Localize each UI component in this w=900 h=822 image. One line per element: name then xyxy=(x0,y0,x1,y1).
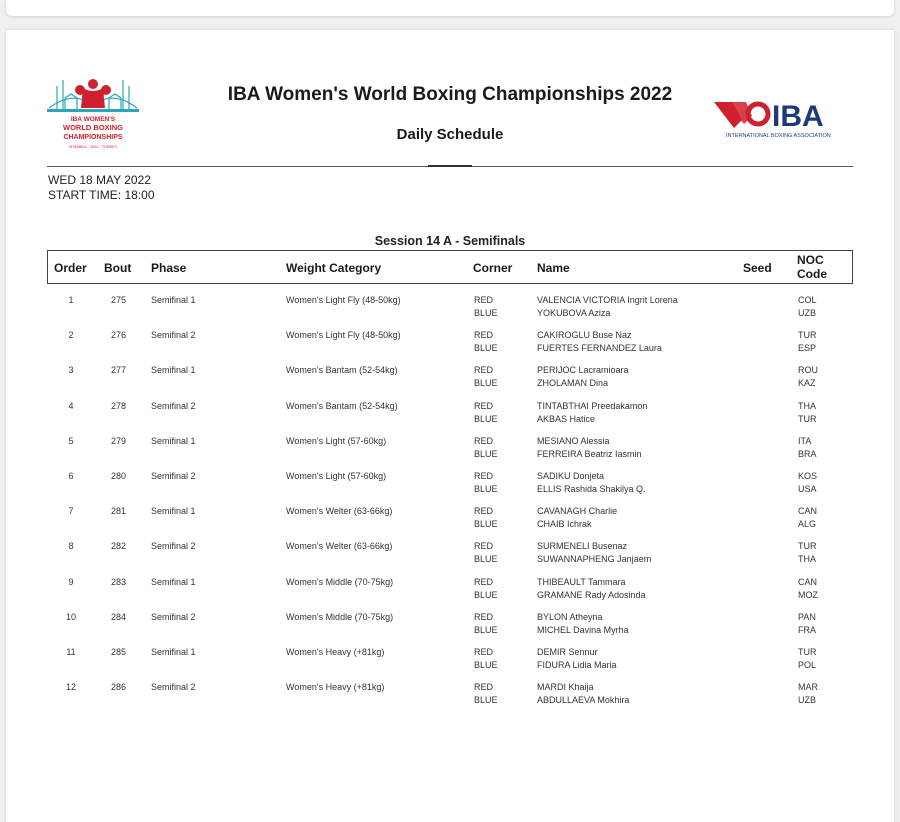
cell-blue: BLUE xyxy=(474,590,498,600)
cell-blue: BLUE xyxy=(474,343,498,353)
cell-order: 3 xyxy=(68,365,74,375)
cell-blue: BLUE xyxy=(474,554,498,564)
cell-weight: Women's Middle (70-75kg) xyxy=(286,612,394,622)
cell-bout: 284 xyxy=(111,612,127,622)
cell-order: 4 xyxy=(68,401,74,411)
cell-order: 12 xyxy=(65,682,76,692)
cell-phase: Semifinal 2 xyxy=(151,612,196,622)
cell-blue: BLUE xyxy=(474,308,498,318)
cell-red-noc: ROU xyxy=(798,365,818,375)
page-subtitle: Daily Schedule xyxy=(396,126,504,143)
cell-blue-name: YOKUBOVA Aziza xyxy=(537,308,611,318)
cell-blue: BLUE xyxy=(474,414,498,424)
cell-phase: Semifinal 1 xyxy=(151,506,196,516)
cell-red-name: CAKIROGLU Buse Naz xyxy=(537,330,632,340)
cell-blue-name: GRAMANE Rady Adosinda xyxy=(537,590,646,600)
session-title: Session 14 A - Semifinals xyxy=(374,234,526,248)
cell-weight: Women's Heavy (+81kg) xyxy=(286,647,385,657)
col-seed: Seed xyxy=(743,261,772,275)
cell-red-name: VALENCIA VICTORIA Ingrit Lorena xyxy=(537,295,678,305)
cell-blue-name: MICHEL Davina Myrha xyxy=(537,625,629,635)
cell-phase: Semifinal 1 xyxy=(151,577,196,587)
cell-red-noc: TUR xyxy=(798,330,817,340)
col-weight: Weight Category xyxy=(286,261,382,275)
cell-red: RED xyxy=(474,577,494,587)
cell-weight: Women's Middle (70-75kg) xyxy=(286,577,394,587)
cell-phase: Semifinal 2 xyxy=(151,682,196,692)
cell-order: 2 xyxy=(68,330,74,340)
cell-phase: Semifinal 2 xyxy=(151,471,196,481)
cell-red-name: MESIANO Alessia xyxy=(537,436,610,446)
cell-red-name: TINTABTHAI Preedakamon xyxy=(537,401,648,411)
col-noc-line2: Code xyxy=(797,267,827,281)
cell-blue-noc: ESP xyxy=(798,343,817,353)
cell-blue-name: ZHOLAMAN Dina xyxy=(537,378,609,388)
cell-weight: Women's Welter (63-66kg) xyxy=(286,506,393,516)
cell-red: RED xyxy=(474,682,494,692)
cell-red-name: BYLON Atheyna xyxy=(537,612,603,622)
cell-order: 5 xyxy=(68,436,74,446)
logo-line1: IBA WOMEN'S xyxy=(70,116,116,123)
page-title: IBA Women's World Boxing Championships 2022 xyxy=(227,84,673,105)
col-phase: Phase xyxy=(151,261,187,275)
cell-bout: 276 xyxy=(111,330,127,340)
cell-phase: Semifinal 1 xyxy=(151,436,196,446)
cell-order: 11 xyxy=(66,647,76,657)
cell-blue-name: ABDULLAEVA Mokhira xyxy=(537,695,630,705)
cell-red: RED xyxy=(474,330,494,340)
col-corner: Corner xyxy=(473,261,513,275)
cell-red-name: THIBEAULT Tammara xyxy=(537,577,626,587)
cell-red: RED xyxy=(474,647,494,657)
cell-red-name: DEMIR Sennur xyxy=(537,647,598,657)
cell-red-name: PERIJOC Lacramioara xyxy=(537,365,629,375)
cell-red-noc: TUR xyxy=(798,541,817,551)
cell-red: RED xyxy=(474,295,494,305)
cell-order: 1 xyxy=(68,295,74,305)
cell-bout: 281 xyxy=(111,506,127,516)
cell-blue: BLUE xyxy=(474,484,498,494)
cell-phase: Semifinal 1 xyxy=(151,295,196,305)
cell-red: RED xyxy=(474,506,494,516)
cell-red-noc: PAN xyxy=(798,612,816,622)
cell-blue-noc: FRA xyxy=(798,625,816,635)
logo-line4: ISTANBUL · 2022 · TURKEY xyxy=(68,145,118,149)
cell-blue: BLUE xyxy=(474,625,498,635)
date-line: WED 18 MAY 2022 xyxy=(48,173,151,187)
cell-blue: BLUE xyxy=(474,378,498,388)
cell-blue-noc: MOZ xyxy=(798,590,818,600)
cell-blue-noc: BRA xyxy=(798,449,817,459)
cell-blue-noc: KAZ xyxy=(798,378,816,388)
cell-red: RED xyxy=(474,401,494,411)
col-bout: Bout xyxy=(104,261,132,275)
cell-weight: Women's Bantam (52-54kg) xyxy=(286,365,398,375)
cell-weight: Women's Welter (63-66kg) xyxy=(286,541,393,551)
cell-phase: Semifinal 2 xyxy=(151,401,196,411)
cell-bout: 277 xyxy=(111,365,127,375)
cell-red-name: MARDI Khaija xyxy=(537,682,594,692)
cell-phase: Semifinal 1 xyxy=(151,647,196,657)
cell-bout: 275 xyxy=(111,295,127,305)
cell-red-noc: ITA xyxy=(798,436,812,446)
cell-red-name: CAVANAGH Charlie xyxy=(537,506,618,516)
start-time: START TIME: 18:00 xyxy=(48,188,155,202)
cell-red-noc: MAR xyxy=(798,682,818,692)
cell-order: 8 xyxy=(68,541,74,551)
cell-red-name: SADIKU Donjeta xyxy=(537,471,605,481)
col-order: Order xyxy=(54,261,87,275)
cell-blue-name: FIDURA Lidia Maria xyxy=(537,660,617,670)
cell-red: RED xyxy=(474,365,494,375)
cell-weight: Women's Bantam (52-54kg) xyxy=(286,401,398,411)
cell-blue: BLUE xyxy=(474,695,498,705)
cell-blue-noc: THA xyxy=(798,554,816,564)
cell-blue-noc: UZB xyxy=(798,695,816,705)
cell-weight: Women's Light (57-60kg) xyxy=(286,471,387,481)
cell-blue-name: AKBAS Hatice xyxy=(537,414,596,424)
cell-blue: BLUE xyxy=(474,519,498,529)
cell-weight: Women's Light Fly (48-50kg) xyxy=(286,330,401,340)
cell-blue-noc: TUR xyxy=(798,414,817,424)
cell-red-noc: TUR xyxy=(798,647,817,657)
cell-red: RED xyxy=(474,612,494,622)
cell-blue: BLUE xyxy=(474,660,498,670)
cell-red: RED xyxy=(474,436,494,446)
cell-blue-noc: USA xyxy=(798,484,817,494)
cell-order: 10 xyxy=(65,612,76,622)
logo-line2: WORLD BOXING xyxy=(63,123,123,132)
cell-bout: 282 xyxy=(111,541,127,551)
cell-phase: Semifinal 2 xyxy=(151,541,196,551)
iba-tagline: INTERNATIONAL BOXING ASSOCIATION xyxy=(726,133,831,139)
cell-weight: Women's Light Fly (48-50kg) xyxy=(286,295,401,305)
cell-bout: 285 xyxy=(111,647,127,657)
iba-mark: IBA xyxy=(772,100,824,133)
cell-blue-noc: POL xyxy=(798,660,817,670)
cell-red-noc: COL xyxy=(798,295,817,305)
cell-blue-name: FUERTES FERNANDEZ Laura xyxy=(537,343,662,353)
logo-line3: CHAMPIONSHIPS xyxy=(63,134,123,141)
cell-phase: Semifinal 1 xyxy=(151,365,196,375)
cell-bout: 280 xyxy=(111,471,127,481)
cell-weight: Women's Heavy (+81kg) xyxy=(286,682,385,692)
cell-blue-name: FERREIRA Beatriz Iasmin xyxy=(537,449,642,459)
cell-bout: 283 xyxy=(111,577,127,587)
cell-weight: Women's Light (57-60kg) xyxy=(286,436,387,446)
cell-blue-name: SUWANNAPHENG Janjaem xyxy=(537,554,652,564)
cell-blue-noc: ALG xyxy=(798,519,817,529)
cell-red-noc: CAN xyxy=(798,506,818,516)
cell-red-noc: KOS xyxy=(798,471,818,481)
cell-blue-noc: UZB xyxy=(798,308,816,318)
cell-red: RED xyxy=(474,471,494,481)
cell-bout: 286 xyxy=(111,682,127,692)
cell-red-noc: CAN xyxy=(798,577,818,587)
col-name: Name xyxy=(537,261,570,275)
cell-red-noc: THA xyxy=(798,401,816,411)
col-noc-line1: NOC xyxy=(797,253,824,267)
cell-order: 6 xyxy=(68,471,74,481)
cell-blue-name: ELLIS Rashida Shakilya Q. xyxy=(537,484,646,494)
cell-red-name: SURMENELI Busenaz xyxy=(537,541,628,551)
cell-order: 7 xyxy=(68,506,74,516)
cell-red: RED xyxy=(474,541,494,551)
cell-blue: BLUE xyxy=(474,449,498,459)
cell-order: 9 xyxy=(68,577,74,587)
cell-blue-name: CHAIB Ichrak xyxy=(537,519,592,529)
cell-phase: Semifinal 2 xyxy=(151,330,196,340)
cell-bout: 279 xyxy=(111,436,127,446)
cell-bout: 278 xyxy=(111,401,127,411)
